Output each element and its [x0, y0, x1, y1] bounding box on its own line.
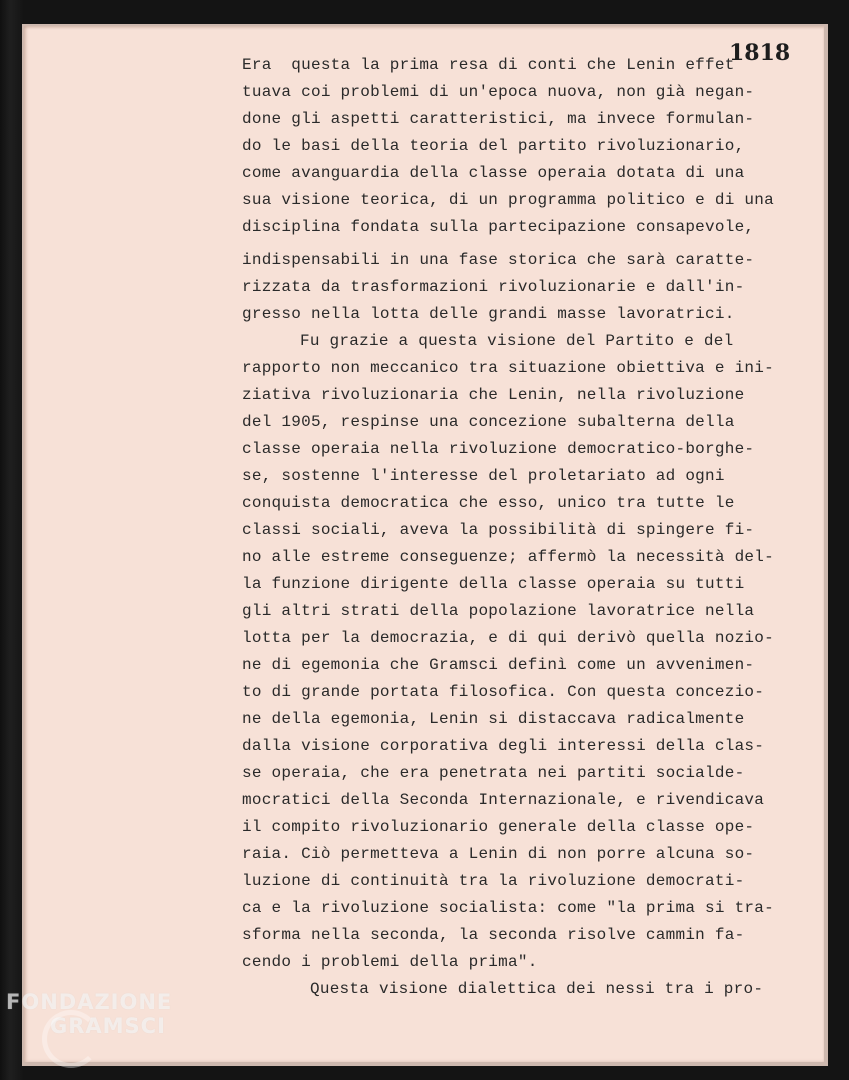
text-line: del 1905, respinse una concezione subalterna della	[242, 413, 735, 431]
page-number-stamp: 1818	[729, 40, 791, 66]
text-line: raia. Ciò permetteva a Lenin di non porre alcuna so-	[242, 845, 755, 863]
text-line: rapporto non meccanico tra situazione obiettiva e ini-	[242, 359, 774, 377]
paragraph-start-line: Fu grazie a questa visione del Partito e del	[300, 332, 734, 350]
text-line: se, sostenne l'interesse del proletariato ad ogni	[242, 467, 725, 485]
text-line: luzione di continuità tra la rivoluzione democrati-	[242, 872, 745, 890]
text-line: lotta per la democrazia, e di qui derivò quella nozio-	[242, 629, 774, 647]
text-line: ziativa rivoluzionaria che Lenin, nella rivoluzione	[242, 386, 745, 404]
text-line: la funzione dirigente della classe operaia su tutti	[242, 575, 745, 593]
text-line: rizzata da trasformazioni rivoluzionarie e dall'in-	[242, 278, 745, 296]
text-line: gli altri strati della popolazione lavoratrice nella	[242, 602, 755, 620]
text-line: ca e la rivoluzione socialista: come "la prima si tra-	[242, 899, 774, 917]
text-line: disciplina fondata sulla partecipazione consapevole,	[242, 218, 755, 236]
text-line: conquista democratica che esso, unico tra tutte le	[242, 494, 735, 512]
text-line: no alle estreme conseguenze; affermò la necessità del-	[242, 548, 774, 566]
text-line: mocratici della Seconda Internazionale, e rivendicava	[242, 791, 765, 809]
typescript-body	[242, 52, 782, 1003]
watermark-line-2: GRAMSCI	[50, 1014, 166, 1038]
text-line: se operaia, che era penetrata nei partiti socialde-	[242, 764, 745, 782]
text-line: to di grande portata filosofica. Con questa concezio-	[242, 683, 765, 701]
text-line: classi sociali, aveva la possibilità di spingere fi-	[242, 521, 755, 539]
text-line: do le basi della teoria del partito rivoluzionario,	[242, 137, 745, 155]
text-line: tuava coi problemi di un'epoca nuova, non già negan-	[242, 83, 755, 101]
watermark-line-1: FONDAZIONE	[6, 990, 173, 1014]
text-line: sforma nella seconda, la seconda risolve cammin fa-	[242, 926, 745, 944]
text-line: ne della egemonia, Lenin si distaccava radicalmente	[242, 710, 745, 728]
text-line: il compito rivoluzionario generale della classe ope-	[242, 818, 755, 836]
text-line: dalla visione corporativa degli interessi della clas-	[242, 737, 765, 755]
text-line: cendo i problemi della prima".	[242, 953, 538, 971]
text-line: done gli aspetti caratteristici, ma invece formulan-	[242, 110, 755, 128]
text-line: ne di egemonia che Gramsci definì come un avvenimen-	[242, 656, 755, 674]
text-line: Era questa la prima resa di conti che Lenin effet	[242, 56, 735, 74]
text-line: come avanguardia della classe operaia dotata di una	[242, 164, 745, 182]
text-line: sua visione teorica, di un programma politico e di una	[242, 191, 774, 209]
text-line: gresso nella lotta delle grandi masse lavoratrici.	[242, 305, 735, 323]
text-line: indispensabili in una fase storica che sarà caratte-	[242, 251, 755, 269]
text-line: classe operaia nella rivoluzione democratico-borghe-	[242, 440, 755, 458]
paragraph-start-line: Questa visione dialettica dei nessi tra i pro-	[310, 980, 764, 998]
